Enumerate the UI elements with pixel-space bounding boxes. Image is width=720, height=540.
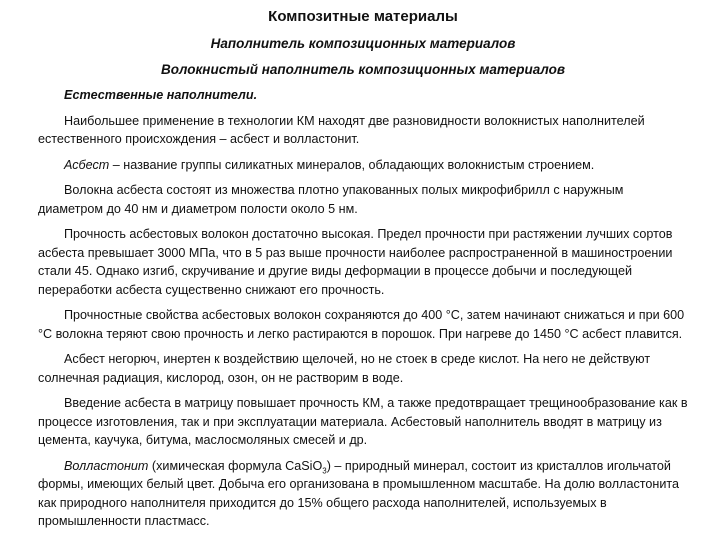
subtitle-fillers: Наполнитель композиционных материалов: [210, 36, 516, 51]
paragraph-asbestos-structure: Волокна асбеста состоят из множества плотно упакованных полых микрофибрилл с наружным диаметром до 40 нм и диаметром полости около 5 нм.: [38, 183, 624, 216]
subtitle-fibrous-fillers: Волокнистый наполнитель композиционных материалов: [161, 62, 565, 77]
paragraph-intro: Наибольшее применение в технологии КМ находят две разновидности волокнистых наполнителей естественного происхождения – асбест и волластонит.: [38, 113, 645, 146]
document-page: [38, 6, 688, 538]
paragraph-asbestos-temperature: Прочностные свойства асбестовых волокон сохраняются до 400 °С, затем начинают снижаться и при 600 °С волокна теряют свою прочность и легко растираются в порошок. При нагреве до 1450 °С асбест плавится.: [38, 308, 685, 341]
paragraph-asbestos-matrix: Введение асбеста в матрицу повышает прочность КМ, а также предотвращает трещинообразование как в процессе изготовления, так и при эксплуатации материала. Асбестовый наполнитель вводят в матрицу из цемента, каучука, битума, маслосмоляных смесей и др.: [38, 396, 688, 447]
wollastonite-text-part2: ) – природный минерал, состоит из кристаллов игольчатой формы, имеющих белый цвет. Добыча его организована в промышленном масштабе. На долю волластонита как природного наполнителя приходится до 15% общего расхода наполнителей, используемых в промышленности пластмасс.: [38, 458, 680, 528]
section-heading-natural-fillers: Естественные наполнители.: [64, 88, 258, 102]
page-title: Композитные материалы: [268, 8, 458, 25]
paragraph-asbestos-definition: [38, 156, 688, 175]
term-wollastonite: Волластонит: [64, 458, 149, 473]
paragraph-asbestos-resistance: Асбест негорюч, инертен к воздействию щелочей, но не стоек в среде кислот. На него не действуют солнечная радиация, кислород, озон, он не растворим в воде.: [38, 352, 651, 385]
paragraph-asbestos-strength: Прочность асбестовых волокон достаточно высокая. Предел прочности при растяжении лучших сортов асбеста превышает 3000 МПа, что в 5 раз выше прочности наиболее распространенной в машиностроении стали 45. Однако изгиб, скручивание и другие виды деформации в процессе добычи и последующей переработки асбеста существенно снижают его прочность.: [38, 227, 673, 297]
paragraph-wollastonite: [38, 457, 688, 531]
wollastonite-text-part1: (химическая формула CaSiO: [148, 458, 323, 473]
term-asbestos: Асбест: [64, 157, 110, 172]
formula-subscript: 3: [322, 466, 327, 476]
asbestos-definition-text: – название группы силикатных минералов, обладающих волокнистым строением.: [109, 157, 595, 172]
